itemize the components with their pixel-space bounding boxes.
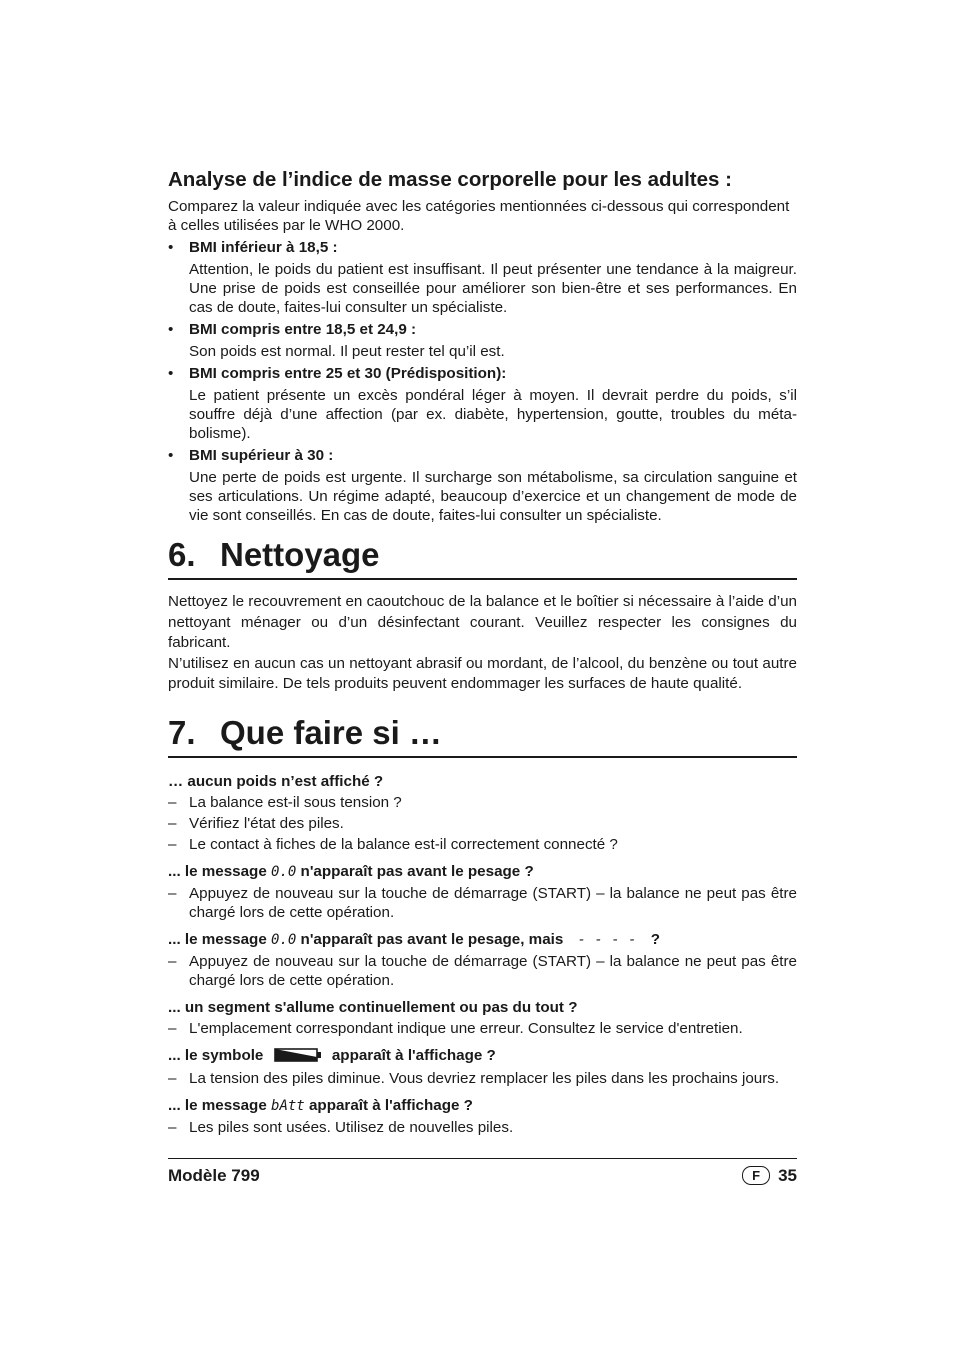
bmi-item-label: • BMI supérieur à 30 :: [168, 447, 334, 464]
section-7-body: [168, 772, 797, 1137]
bmi-intro: Comparez la valeur indiquée avec les catégories mentionnées ci-dessous qui correspondent à celles utilisées par le WHO 2000.: [168, 198, 790, 234]
lcd-display-text: 0.0: [271, 864, 297, 880]
language-badge: F: [742, 1166, 770, 1185]
bmi-item-text: Son poids est normal. Il peut rester tel qu’il est.: [189, 343, 505, 360]
section-6-paragraph: N’utilisez en aucun cas un nettoyant abrasif ou mordant, de l’alcool, du benzène ou tout autre produit similaire. De tels produits peuvent endommager les surfaces de haute qualité.: [168, 654, 797, 692]
page-info: [742, 1166, 797, 1186]
lcd-dashes-text: - - - -: [577, 932, 637, 948]
question-heading: ... le message bAtt apparaît à l'affichage ?: [168, 1097, 473, 1114]
section-7-divider: [168, 756, 797, 758]
bmi-item-text: Attention, le poids du patient est insuffisant. Il peut présenter une tendance à la maigreur. Une prise de poids est conseillée pour améliorer son bien-être et ses performances. En cas de doute, faites-lui consulter un spécialiste.: [189, 261, 797, 316]
bmi-item-label: • BMI compris entre 18,5 et 24,9 :: [168, 321, 417, 338]
bmi-item-label: • BMI compris entre 25 et 30 (Prédisposition):: [168, 365, 507, 382]
bmi-item-text: Une perte de poids est urgente. Il surcharge son métabolisme, sa circulation sanguine et ses articulations. Un régime adapté, beaucoup d’exercice et un changement de mode de vie sont conseillés. En cas de doute, faites-lui consulter un spécialiste.: [189, 469, 797, 524]
question-heading: ... le message 0.0 n'apparaît pas avant le pesage ?: [168, 863, 534, 880]
section-7-title: Que faire si …: [220, 714, 442, 751]
section-6-number: 6.: [168, 536, 196, 573]
list-item: – Les piles sont usées. Utilisez de nouvelles piles.: [168, 1119, 514, 1136]
list-item: – Le contact à fiches de la balance est-il correctement connecté ?: [168, 836, 618, 853]
page-number: 35: [778, 1166, 797, 1185]
lcd-display-text: bAtt: [271, 1098, 305, 1114]
question-heading: ... un segment s'allume continuellement ou pas du tout ?: [168, 999, 578, 1016]
list-item: – Appuyez de nouveau sur la touche de démarrage (START) – la balance ne peut pas être chargé lors de cette opération.: [168, 953, 797, 989]
section-6-divider: [168, 578, 797, 580]
section-6-body: [168, 592, 797, 695]
question-heading: ... le message 0.0 n'apparaît pas avant le pesage, mais - - - - ?: [168, 931, 661, 948]
bmi-section: [168, 197, 797, 525]
bmi-item-label: • BMI inférieur à 18,5 :: [168, 239, 338, 256]
list-item: – Vérifiez l'état des piles.: [168, 815, 344, 832]
list-item: – La tension des piles diminue. Vous devriez remplacer les piles dans les prochains jours.: [168, 1070, 780, 1087]
question-heading: … aucun poids n’est affiché ?: [168, 773, 384, 790]
section-6-title: Nettoyage: [220, 536, 380, 573]
bmi-item-text: Le patient présente un excès pondéral léger à moyen. Il devrait perdre du poids, s’il souffre déjà d’une affection (par ex. diabète, hypertension, goutte, troubles du métabolisme).: [189, 387, 797, 442]
section-6-paragraph: Nettoyez le recouvrement en caoutchouc de la balance et le boîtier si nécessaire à l’aide d’un nettoyant ménager ou d’un désinfectant courant. Veuillez respecter les consignes du fabricant.: [168, 593, 797, 651]
section-6-heading: [168, 535, 797, 575]
model-label: Modèle 799: [168, 1166, 260, 1185]
section-7-number: 7.: [168, 714, 196, 751]
question-heading: ... le symbole apparaît à l'affichage ?: [168, 1046, 797, 1067]
list-item: – L'emplacement correspondant indique une erreur. Consultez le service d'entretien.: [168, 1020, 743, 1037]
list-item: – La balance est-il sous tension ?: [168, 794, 402, 811]
footer: [168, 1166, 797, 1186]
lcd-display-text: 0.0: [271, 932, 297, 948]
list-item: – Appuyez de nouveau sur la touche de démarrage (START) – la balance ne peut pas être chargé lors de cette opération.: [168, 885, 797, 921]
bmi-heading: Analyse de l’indice de masse corporelle pour les adultes :: [168, 168, 732, 191]
footer-divider: [168, 1158, 797, 1159]
battery-low-icon: [274, 1048, 322, 1067]
section-7-heading: [168, 713, 797, 753]
